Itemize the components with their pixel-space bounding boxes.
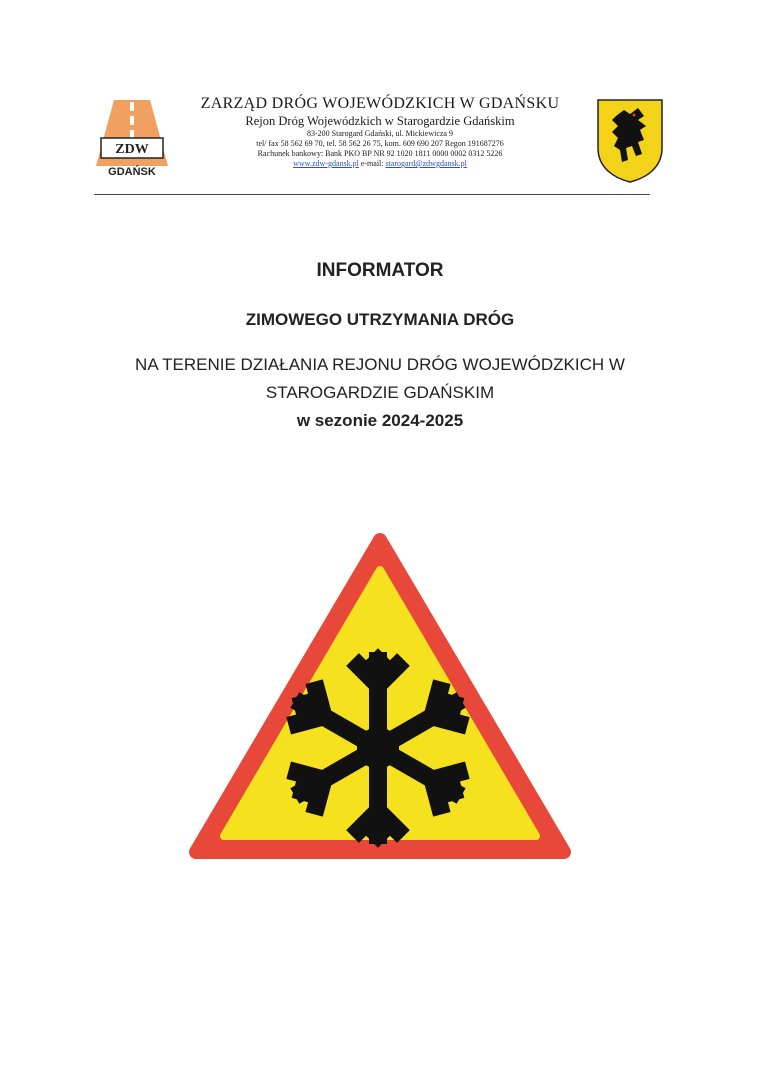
season-line: w sezonie 2024-2025 [296, 411, 464, 430]
snowflake-warning-sign-icon [186, 526, 574, 866]
document-title: INFORMATOR [316, 260, 444, 281]
letterhead [180, 94, 580, 169]
header-divider [94, 194, 650, 195]
address: 83-200 Starogard Gdański, ul. Mickiewicza 9 [307, 129, 453, 138]
griffin-crest-icon [594, 96, 666, 184]
bank-account: Rachunek bankowy: Bank PKO BP NR 92 1020 1811 0000 0002 0312 5226 [257, 149, 503, 158]
title-block [60, 258, 700, 434]
document-subtitle: ZIMOWEGO UTRZYMANIA DRÓG [245, 310, 515, 329]
area-line-1: NA TERENIE DZIAŁANIA REJONU DRÓG WOJEWÓDZKICH W [135, 355, 625, 374]
email-link[interactable]: starogard@zdwgdansk.pl [385, 159, 467, 168]
organization-name: ZARZĄD DRÓG WOJEWÓDZKICH W GDAŃSKU [200, 95, 560, 112]
email-label: e-mail: [360, 159, 384, 168]
contact-links [180, 159, 580, 169]
logo-subtext: GDAŃSK [108, 166, 156, 178]
rejon-name: Rejon Dróg Wojewódzkich w Starogardzie Gdańskim [245, 114, 515, 128]
area-line-2: STAROGARDZIE GDAŃSKIM [265, 383, 495, 402]
phones: tel/ fax 58 562 69 70, tel. 58 562 26 75, kom. 609 690 207 Regon 191687276 [256, 139, 504, 148]
zdw-logo [92, 98, 172, 178]
website-link[interactable]: www.zdw-gdansk.pl [293, 159, 359, 168]
logo-text: ZDW [115, 142, 149, 157]
